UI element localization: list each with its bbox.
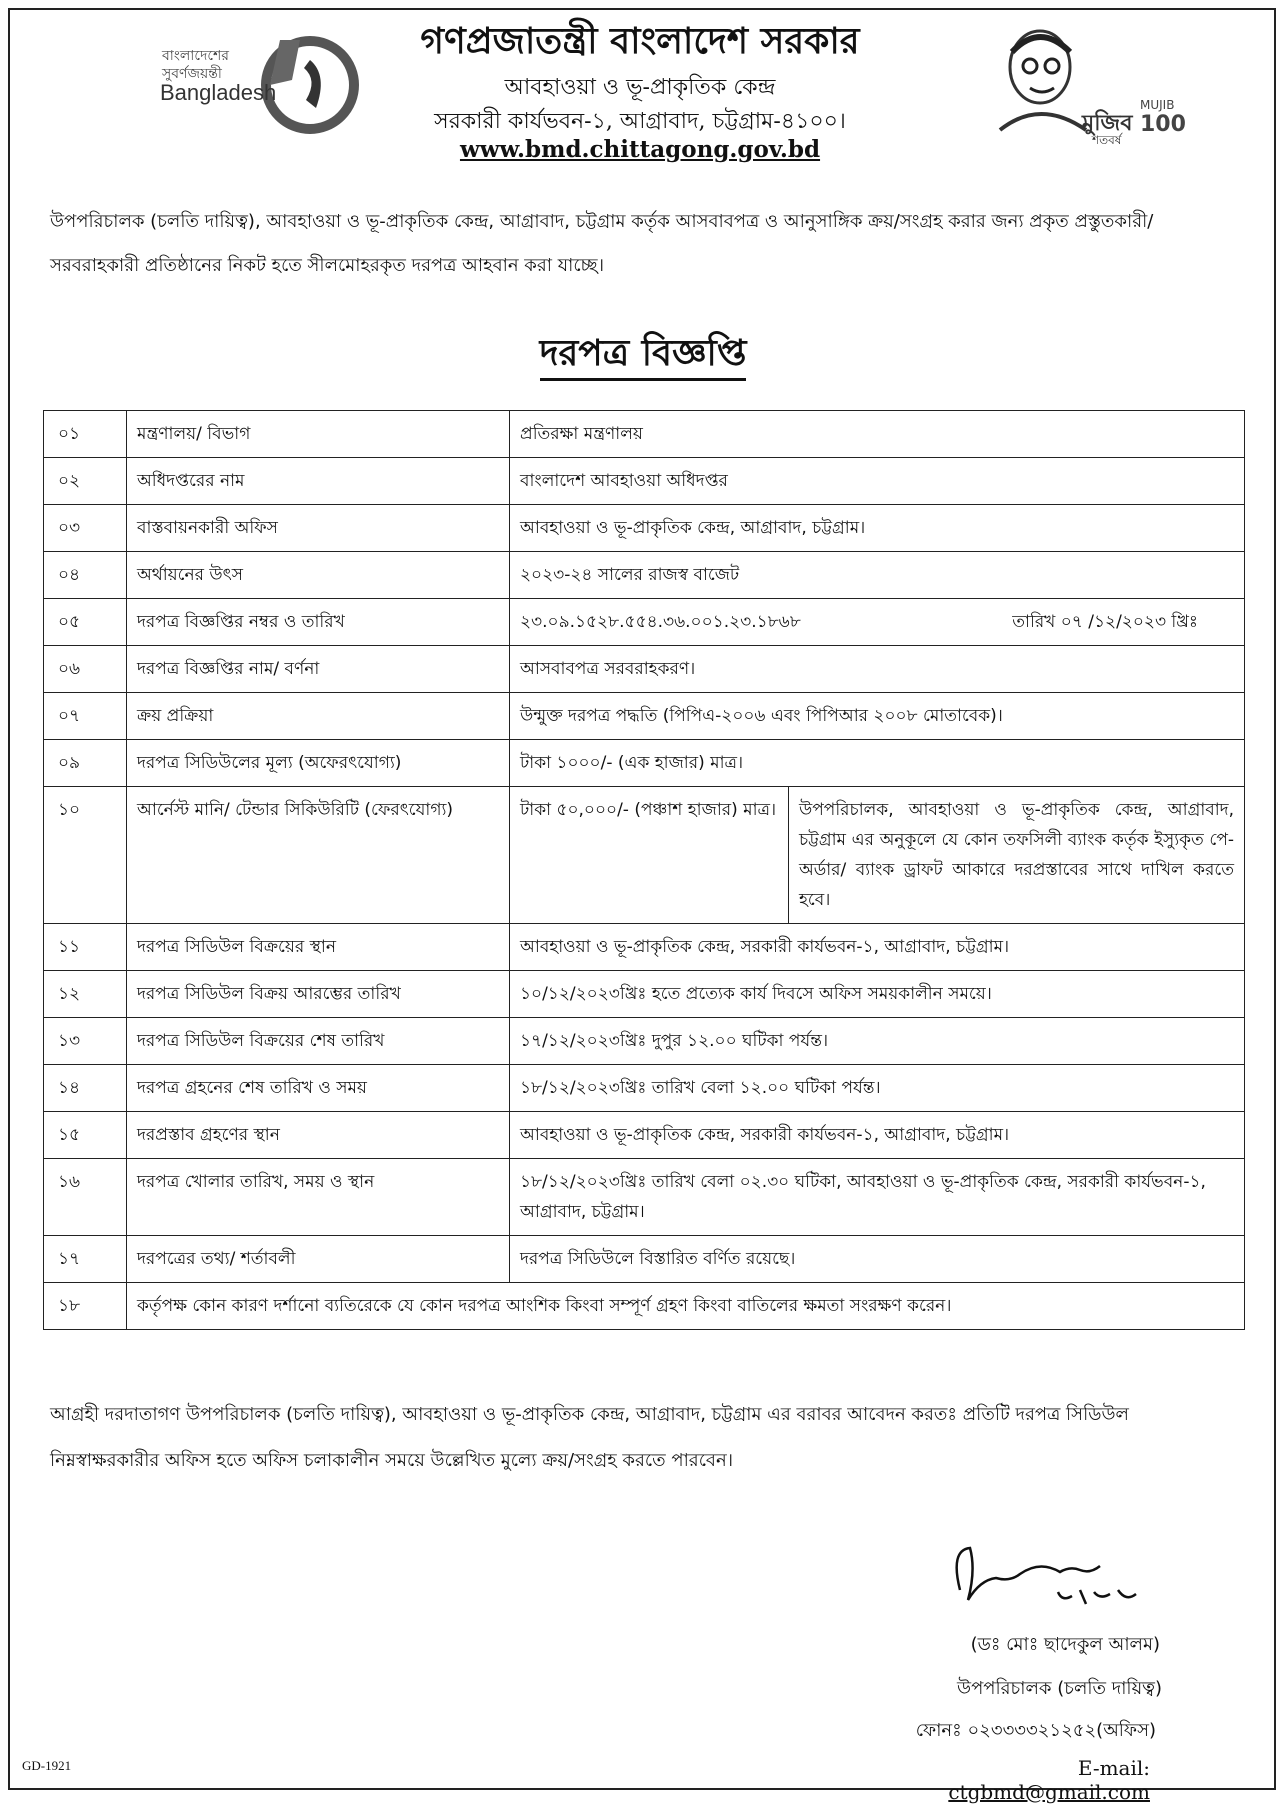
office-name: আবহাওয়া ও ভূ-প্রাকৃতিক কেন্দ্র	[504, 75, 776, 100]
table-row	[44, 1236, 1245, 1283]
row-label: দরপত্র গ্রহনের শেষ তারিখ ও সময়	[127, 1065, 510, 1112]
signatory-name: (ডঃ মোঃ ছাদেকুল আলম)	[970, 1634, 1160, 1655]
row-value: দরপত্র সিডিউলে বিস্তারিত বর্ণিত রয়েছে।	[510, 1236, 1245, 1283]
mujib-sub: শতবর্ষ	[1092, 133, 1122, 147]
row-label: আর্নেস্ট মানি/ টেন্ডার সিকিউরিটি (ফেরৎযোগ্য)	[127, 787, 510, 924]
row-number: ১৮	[44, 1283, 127, 1330]
table-row	[44, 1018, 1245, 1065]
row-value: ২০২৩-২৪ সালের রাজস্ব বাজেট	[510, 552, 1245, 599]
reference-row	[520, 607, 1234, 637]
row-label: অর্থায়নের উৎস	[127, 552, 510, 599]
row-label: দরপত্র খোলার তারিখ, সময় ও স্থান	[127, 1159, 510, 1236]
row-number: ০৭	[44, 693, 127, 740]
office-address: সরকারী কার্যভবন-১, আগ্রাবাদ, চট্টগ্রাম-৪১০০।	[434, 109, 846, 134]
row-value: ১০/১২/২০২৩খ্রিঃ হতে প্রত্যেক কার্য দিবসে অফিস সময়কালীন সময়ে।	[510, 971, 1245, 1018]
row-value	[510, 599, 1245, 646]
row-value: উন্মুক্ত দরপত্র পদ্ধতি (পিপিএ-২০০৬ এবং পিপিআর ২০০৮ মোতাবেক)।	[510, 693, 1245, 740]
row-label: দরপত্রের তথ্য/ শর্তাবলী	[127, 1236, 510, 1283]
table-row	[44, 505, 1245, 552]
golden-jubilee-logo	[150, 30, 340, 140]
row-number: ০৩	[44, 505, 127, 552]
signature-block	[880, 1530, 1220, 1804]
row-number: ১২	[44, 971, 127, 1018]
security-amount: টাকা ৫০,০০০/- (পঞ্চাশ হাজার) মাত্র।	[510, 787, 789, 923]
table-row	[44, 458, 1245, 505]
table-row	[44, 1065, 1245, 1112]
row-label: বাস্তবায়নকারী অফিস	[127, 505, 510, 552]
row-label: দরপত্র বিজ্ঞপ্তির নাম/ বর্ণনা	[127, 646, 510, 693]
notice-title	[0, 326, 1286, 386]
signatory-designation: উপপরিচালক (চলতি দায়িত্ব)	[957, 1678, 1162, 1699]
government-title: গণপ্রজাতন্ত্রী বাংলাদেশ সরকার	[420, 20, 860, 62]
row-value: আবহাওয়া ও ভূ-প্রাকৃতিক কেন্দ্র, সরকারী কার্যভবন-১, আগ্রাবাদ, চট্টগ্রাম।	[510, 924, 1245, 971]
row-value: ১৭/১২/২০২৩খ্রিঃ দুপুর ১২.০০ ঘটিকা পর্যন্ত।	[510, 1018, 1245, 1065]
mujib-number: 100	[1140, 112, 1186, 137]
table-row	[44, 599, 1245, 646]
mujib-word: মুজিব	[1082, 111, 1133, 136]
table-row	[44, 1159, 1245, 1236]
row-label: দরপত্র সিডিউলের মূল্য (অফেরৎযোগ্য)	[127, 740, 510, 787]
row-value: প্রতিরক্ষা মন্ত্রণালয়	[510, 411, 1245, 458]
row-number: ১৪	[44, 1065, 127, 1112]
logo-left-line3: Bangladesh	[160, 80, 277, 105]
row-value: আসবাবপত্র সরবরাহকরণ।	[510, 646, 1245, 693]
row-number: ০৪	[44, 552, 127, 599]
row-label: দরপত্র বিজ্ঞপ্তির নম্বর ও তারিখ	[127, 599, 510, 646]
signatory-phone: ফোনঃ ০২৩৩৩৩২১২৫২(অফিস)	[915, 1720, 1156, 1741]
table-row	[44, 1112, 1245, 1159]
row-value	[510, 787, 1245, 924]
email-address[interactable]: ctgbmd@gmail.com	[948, 1780, 1150, 1804]
security-split	[510, 787, 1244, 923]
row-label: দরপ্রস্তাব গ্রহণের স্থান	[127, 1112, 510, 1159]
table-row	[44, 924, 1245, 971]
logo-left-line2: সুবর্ণজয়ন্তী	[162, 66, 222, 82]
table-row	[44, 787, 1245, 924]
row-label: অধিদপ্তরের নাম	[127, 458, 510, 505]
intro-paragraph: উপপরিচালক (চলতি দায়িত্ব), আবহাওয়া ও ভূ-প্রাকৃতিক কেন্দ্র, আগ্রাবাদ, চট্টগ্রাম কর্তৃক আসবাবপত্র ও আনুসাঙ্গিক ক্রয়/সংগ্রহ করার জন্য প্রকৃত প্রস্তুতকারী/ সরবরাহকারী প্রতিষ্ঠানের নিকট হতে সীলমোহরকৃত দরপত্র আহবান করা যাচ্ছে।	[50, 211, 1154, 276]
row-value: আবহাওয়া ও ভূ-প্রাকৃতিক কেন্দ্র, আগ্রাবাদ, চট্টগ্রাম।	[510, 505, 1245, 552]
row-value: টাকা ১০০০/- (এক হাজার) মাত্র।	[510, 740, 1245, 787]
row-number: ০৯	[44, 740, 127, 787]
row-label: ক্রয় প্রক্রিয়া	[127, 693, 510, 740]
row-number: ১০	[44, 787, 127, 924]
row-number: ০২	[44, 458, 127, 505]
row-number: ১১	[44, 924, 127, 971]
row-label: দরপত্র সিডিউল বিক্রয়ের স্থান	[127, 924, 510, 971]
table-row	[44, 1283, 1245, 1330]
row-number: ১৬	[44, 1159, 127, 1236]
row-value: আবহাওয়া ও ভূ-প্রাকৃতিক কেন্দ্র, সরকারী কার্যভবন-১, আগ্রাবাদ, চট্টগ্রাম।	[510, 1112, 1245, 1159]
table-row	[44, 740, 1245, 787]
signatory-email	[880, 1756, 1150, 1804]
notice-title-text: দরপত্র বিজ্ঞপ্তি	[540, 333, 747, 381]
row-full-text: কর্তৃপক্ষ কোন কারণ দর্শানো ব্যতিরেকে যে কোন দরপত্র আংশিক কিংবা সম্পূর্ণ গ্রহণ কিংবা বাতিলের ক্ষমতা সংরক্ষণ করেন।	[127, 1283, 1245, 1330]
row-value: বাংলাদেশ আবহাওয়া অধিদপ্তর	[510, 458, 1245, 505]
footer-note: আগ্রহী দরদাতাগণ উপপরিচালক (চলতি দায়িত্ব), আবহাওয়া ও ভূ-প্রাকৃতিক কেন্দ্র, আগ্রাবাদ, চট্টগ্রাম এর বরাবর আবেদন করতঃ প্রতিটি দরপত্র সিডিউল নিম্নস্বাক্ষরকারীর অফিস হতে অফিস চলাকালীন সময়ে উল্লেখিত মুল্যে ক্রয়/সংগ্রহ করতে পারবেন।	[50, 1404, 1129, 1471]
table-row	[44, 411, 1245, 458]
row-label: মন্ত্রণালয়/ বিভাগ	[127, 411, 510, 458]
mujib-latin: MUJIB	[1140, 98, 1175, 112]
mujib-100-logo	[990, 22, 1186, 152]
row-number: ১৫	[44, 1112, 127, 1159]
row-number: ০১	[44, 411, 127, 458]
security-detail: উপপরিচালক, আবহাওয়া ও ভূ-প্রাকৃতিক কেন্দ্র, আগ্রাবাদ, চট্টগ্রাম এর অনুকূলে যে কোন তফসিলী ব্যাংক কর্তৃক ইস্যুকৃত পে-অর্ডার/ ব্যাংক ড্রাফট আকারে দরপ্রস্তাবের সাথে দাখিল করতে হবে।	[799, 800, 1234, 910]
email-label: E-mail:	[1077, 1756, 1150, 1780]
tender-table	[43, 410, 1245, 1330]
row-label: দরপত্র সিডিউল বিক্রয়ের শেষ তারিখ	[127, 1018, 510, 1065]
row-number: ১৩	[44, 1018, 127, 1065]
handwritten-signature	[940, 1530, 1160, 1630]
reference-number: ২৩.০৯.১৫২৮.৫৫৪.৩৬.০০১.২৩.১৮৬৮	[520, 612, 801, 632]
row-label: দরপত্র সিডিউল বিক্রয় আরম্ভের তারিখ	[127, 971, 510, 1018]
logo-left-line1: বাংলাদেশের	[162, 48, 229, 64]
row-number: ১৭	[44, 1236, 127, 1283]
reference-date: তারিখ ০৭ /১২/২০২৩ খ্রিঃ	[1012, 612, 1198, 632]
row-value: ১৮/১২/২০২৩খ্রিঃ তারিখ বেলা ০২.৩০ ঘটিকা, আবহাওয়া ও ভূ-প্রাকৃতিক কেন্দ্র, সরকারী কার্যভবন-১, আগ্রাবাদ, চট্টগ্রাম।	[510, 1159, 1245, 1236]
table-row	[44, 552, 1245, 599]
table-row	[44, 693, 1245, 740]
row-number: ০৫	[44, 599, 127, 646]
row-number: ০৬	[44, 646, 127, 693]
table-row	[44, 646, 1245, 693]
document-code: GD-1921	[22, 1758, 72, 1773]
table-row	[44, 971, 1245, 1018]
website-link[interactable]: www.bmd.chittagong.gov.bd	[459, 136, 821, 163]
row-value: ১৮/১২/২০২৩খ্রিঃ তারিখ বেলা ১২.০০ ঘটিকা পর্যন্ত।	[510, 1065, 1245, 1112]
